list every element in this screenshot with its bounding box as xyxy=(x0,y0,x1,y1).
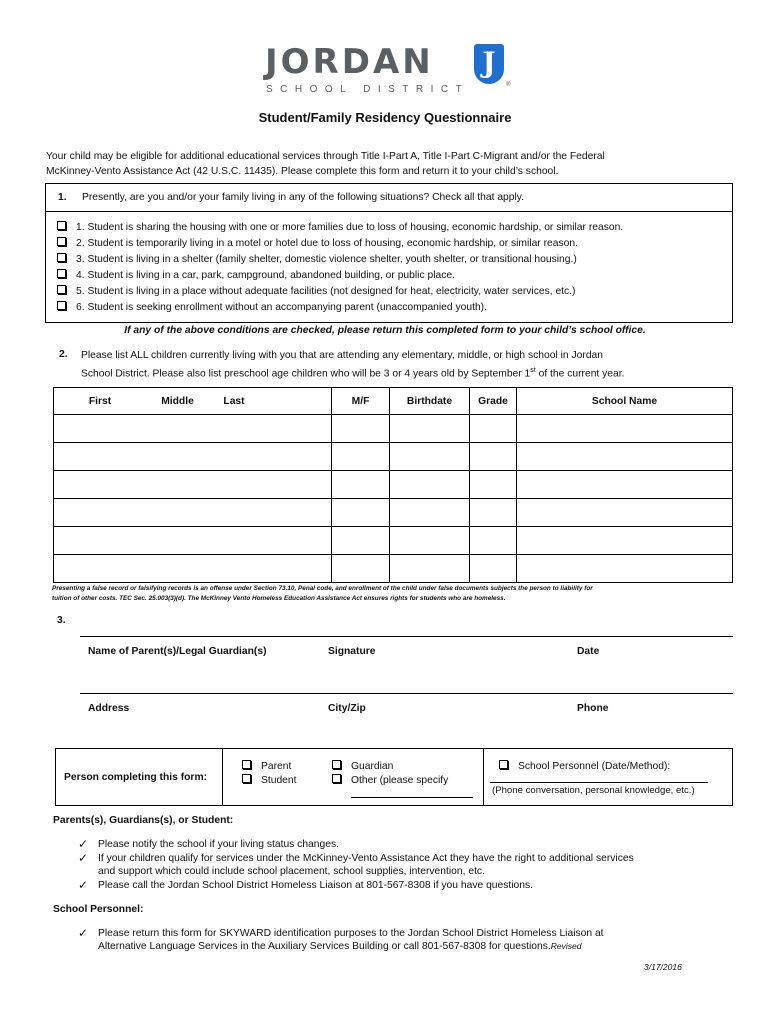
checkbox[interactable] xyxy=(332,760,341,769)
situation-option-2[interactable]: 2. Student is temporarily living in a motel or hotel due to loss of housing, economic hardship, or similar reason. xyxy=(57,237,578,249)
intro-paragraph xyxy=(46,149,736,179)
city-zip-label: City/Zip xyxy=(328,703,366,714)
divider xyxy=(483,749,484,805)
parents-item-2-cont: and support which could include school placement, school supplies, intervention, etc. xyxy=(98,866,485,877)
checkbox[interactable] xyxy=(242,774,251,783)
checkbox[interactable] xyxy=(57,253,66,262)
divider xyxy=(222,749,223,805)
children-table-header xyxy=(54,388,733,415)
guardian-option[interactable]: Guardian xyxy=(332,760,393,772)
question-2-line-1: Please list ALL children currently living with you that are attending any elementary, middle, or high school in Jordan xyxy=(81,350,603,361)
guardian-name-label: Name of Parent(s)/Legal Guardian(s) xyxy=(88,646,267,657)
situation-option-3[interactable]: 3. Student is living in a shelter (family shelter, domestic violence shelter, youth shelter, or transitional housing.) xyxy=(57,253,577,265)
checkbox[interactable] xyxy=(57,237,66,246)
address-label: Address xyxy=(88,703,130,714)
parents-item-2: If your children qualify for services under the McKinney-Vento Assistance Act they have the right to additional services xyxy=(98,853,634,864)
situation-option-5[interactable]: 5. Student is living in a place without adequate facilities (not designed for heat, electricity, water services, etc.) xyxy=(57,285,575,297)
notice-line-1: Presenting a false record or falsifying records is an offense under Section 73.10, Penal code, and enrollment of the child under false documents subjects the person to liability for xyxy=(52,585,593,592)
intro-line-2: McKinney-Vento Assistance Act (42 U.S.C. 11435). Please complete this form and return it to your child’s school. xyxy=(46,166,559,177)
intro-line-1: Your child may be eligible for additional educational services through Title I-Part A, Title I-Part C-Migrant and/or the Federal xyxy=(46,151,605,162)
parents-section-heading: Parents(s), Guardians(s), or Student: xyxy=(53,815,234,826)
table-row[interactable] xyxy=(54,443,733,471)
personnel-section-heading: School Personnel: xyxy=(53,904,144,915)
name-header xyxy=(54,388,332,415)
notice-line-2: tuition of other costs. TEC Sec. 25.003(3)(d). The McKinney Vento Homeless Education Assistance Act ensures rights for students who are homeless. xyxy=(52,595,506,602)
question-2-line-2: School District. Please also list preschool age children who will be 3 or 4 years old by September 1st of the current year. xyxy=(81,367,625,380)
checkbox[interactable] xyxy=(499,760,508,769)
date-label: Date xyxy=(577,646,600,657)
student-option[interactable]: Student xyxy=(242,774,297,786)
district-logo-subtitle: SCHOOL DISTRICT xyxy=(266,84,470,95)
sex-header: M/F xyxy=(332,388,390,415)
table-row[interactable] xyxy=(54,555,733,583)
parent-option[interactable]: Parent xyxy=(242,760,291,772)
personnel-method-line[interactable] xyxy=(490,782,708,783)
personnel-line-1: Please return this form for SKYWARD identification purposes to the Jordan School District Homeless Liaison at xyxy=(98,928,604,939)
situation-option-1[interactable]: 1. Student is sharing the housing with one or more families due to loss of housing, economic hardship, or similar reason. xyxy=(57,221,623,233)
first-header: First xyxy=(88,395,112,407)
grade-header: Grade xyxy=(470,388,517,415)
other-option[interactable]: Other (please specify xyxy=(332,774,448,786)
phone-label: Phone xyxy=(577,703,609,714)
signature-label: Signature xyxy=(328,646,376,657)
parents-item-1: Please notify the school if your living status changes. xyxy=(98,839,339,850)
revised-label: Revised xyxy=(550,941,582,951)
school-personnel-option[interactable]: School Personnel (Date/Method): xyxy=(499,760,670,772)
check-mark-icon: ✓ xyxy=(78,837,89,851)
checkbox[interactable] xyxy=(57,269,66,278)
situation-option-6[interactable]: 6. Student is seeking enrollment without an accompanying parent (unaccompanied youth). xyxy=(57,301,487,313)
signature-line-row-1[interactable] xyxy=(80,636,733,637)
check-mark-icon: ✓ xyxy=(78,851,89,865)
other-specify-line[interactable] xyxy=(351,797,473,798)
question-1-text: Presently, are you and/or your family living in any of the following situations? Check all that apply. xyxy=(82,192,525,203)
false-record-notice xyxy=(52,584,742,604)
table-row[interactable] xyxy=(54,471,733,499)
birthdate-header: Birthdate xyxy=(390,388,470,415)
middle-header: Middle xyxy=(161,395,194,407)
last-header: Last xyxy=(223,395,245,407)
check-mark-icon: ✓ xyxy=(78,878,89,892)
question-2-text xyxy=(81,348,731,381)
checkbox[interactable] xyxy=(242,760,251,769)
address-line-row-2[interactable] xyxy=(80,693,733,694)
checkbox[interactable] xyxy=(57,285,66,294)
person-completing-label: Person completing this form: xyxy=(64,772,208,783)
revision-date: 3/17/2016 xyxy=(644,962,682,972)
method-hint: (Phone conversation, personal knowledge, etc.) xyxy=(492,785,695,796)
form-title: Student/Family Residency Questionnaire xyxy=(258,110,512,125)
question-3-number: 3. xyxy=(57,615,66,626)
table-row[interactable] xyxy=(54,499,733,527)
personnel-line-2: Alternative Language Services in the Auxiliary Services Building or call 801-567-8308 for questions.Revised xyxy=(98,941,582,952)
return-warning: If any of the above conditions are checked, please return this completed form to your child’s school office. xyxy=(124,325,646,336)
check-mark-icon: ✓ xyxy=(78,926,89,940)
question-1-header xyxy=(46,184,732,212)
school-name-header: School Name xyxy=(517,388,733,415)
district-shield-logo: J xyxy=(474,44,504,84)
registered-mark: ® xyxy=(506,82,511,88)
question-1-box xyxy=(45,183,733,323)
question-1-number: 1. xyxy=(58,192,67,203)
district-logo-wordmark: JORDAN xyxy=(265,42,434,82)
table-row[interactable] xyxy=(54,527,733,555)
checkbox[interactable] xyxy=(57,221,66,230)
children-table xyxy=(53,387,733,583)
situation-option-4[interactable]: 4. Student is living in a car, park, campground, abandoned building, or public place. xyxy=(57,269,455,281)
person-completing-box xyxy=(55,748,733,806)
table-row[interactable] xyxy=(54,415,733,443)
question-2-number: 2. xyxy=(59,349,68,360)
checkbox[interactable] xyxy=(57,301,66,310)
parents-item-3: Please call the Jordan School District Homeless Liaison at 801-567-8308 if you have questions. xyxy=(98,880,534,891)
checkbox[interactable] xyxy=(332,774,341,783)
